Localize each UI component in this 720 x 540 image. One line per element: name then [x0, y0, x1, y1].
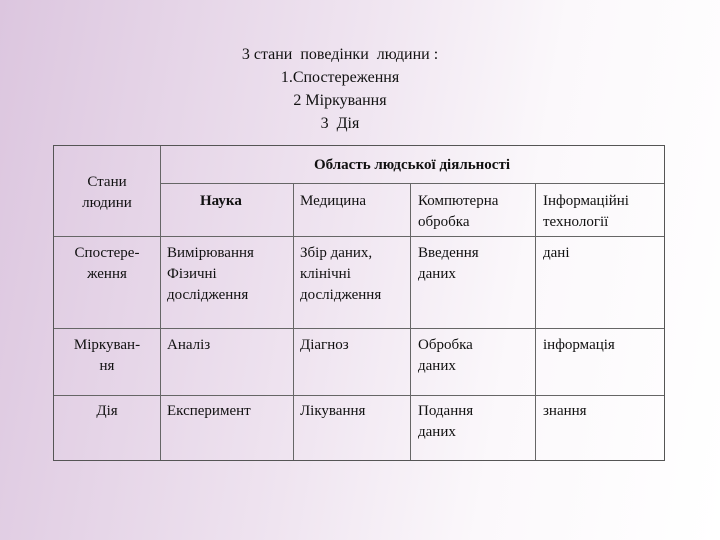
table-cell: Вимірювання Фізичні дослідження — [167, 245, 254, 303]
table-cell: Лікування — [300, 403, 366, 419]
table-divider — [293, 183, 294, 460]
heading-line-2: 1.Спостереження — [280, 69, 400, 86]
table-divider — [160, 183, 664, 184]
table-cell: Збір даних, клінічні дослідження — [300, 245, 382, 303]
table-cell: Експеримент — [167, 403, 251, 419]
table-divider — [410, 183, 411, 460]
table-divider — [54, 236, 664, 237]
column-header-computing: Компютерна обробка — [418, 193, 499, 230]
slide-heading — [150, 43, 530, 135]
group-header: Область людської діяльності — [313, 157, 511, 173]
corner-label-line-2: людини — [82, 195, 132, 211]
row-label-action: Дія — [96, 403, 118, 419]
corner-label-line-1: Стани — [87, 174, 127, 190]
table-cell: інформація — [543, 337, 615, 353]
row-label-reasoning: Міркуван- ня — [73, 337, 141, 374]
table-cell: Діагноз — [300, 337, 349, 353]
heading-line-3: 2 Міркування — [293, 92, 387, 109]
table-cell: Аналіз — [167, 337, 211, 353]
table-cell: знання — [543, 403, 587, 419]
table-divider — [160, 146, 161, 460]
table-cell: Подання даних — [418, 403, 474, 440]
table-divider — [535, 183, 536, 460]
heading-line-4: 3 Дія — [320, 115, 360, 132]
table-cell: Обробка даних — [418, 337, 473, 374]
heading-line-1: 3 стани поведінки людини : — [241, 46, 439, 63]
row-label-observation: Спостере- ження — [74, 245, 140, 282]
column-header-medicine: Медицина — [300, 193, 366, 209]
table-cell: Введення даних — [418, 245, 479, 282]
column-header-it: Інформаційні технології — [543, 193, 629, 230]
corner-header — [54, 172, 160, 214]
activity-table — [53, 145, 665, 461]
table-cell: дані — [543, 245, 570, 261]
table-divider — [54, 328, 664, 329]
column-header-science: Наука — [200, 193, 242, 209]
table-divider — [54, 395, 664, 396]
